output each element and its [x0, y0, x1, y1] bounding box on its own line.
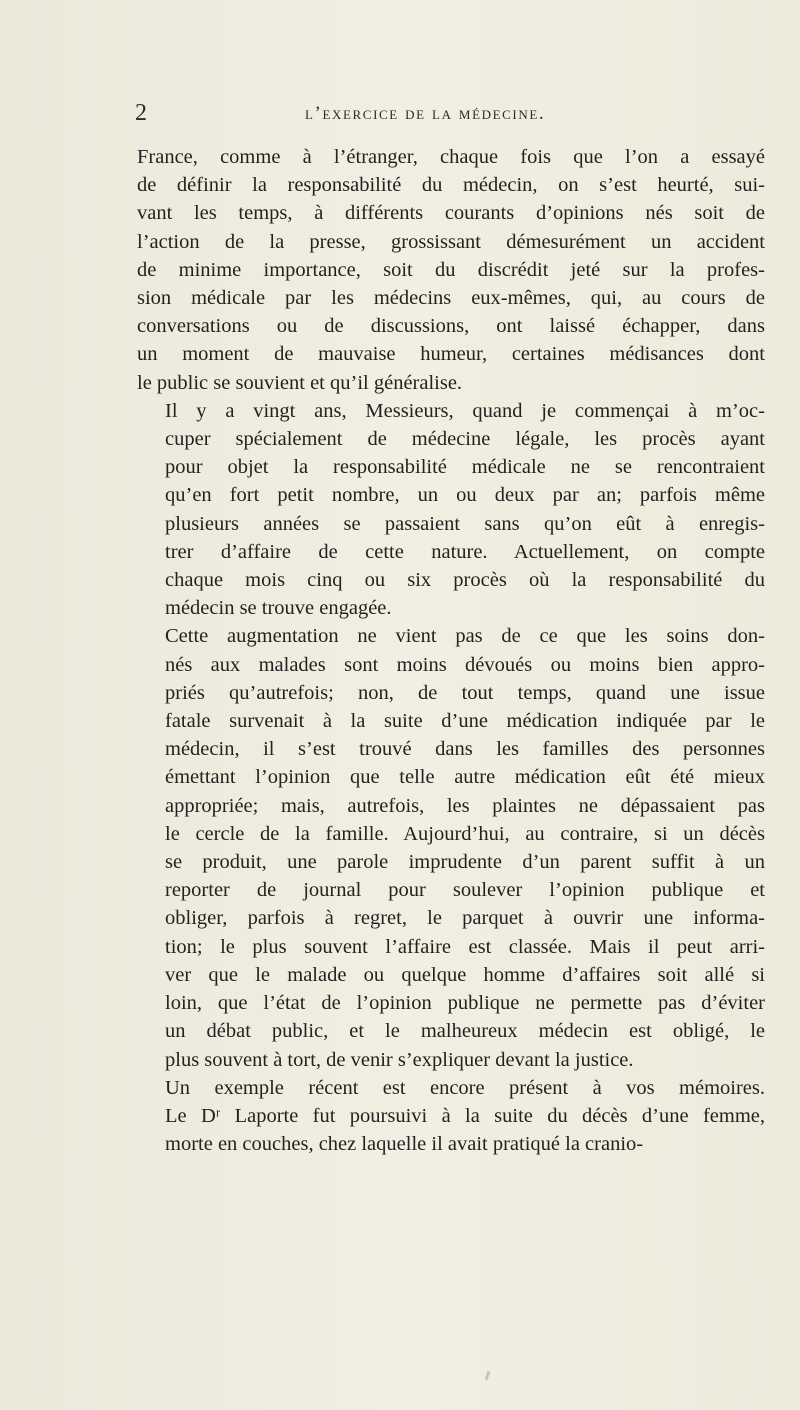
text-line: pour objet la responsabilité médicale ne se rencontraient	[165, 456, 765, 479]
text-line: l’action de la presse, grossissant démesurément un accident	[137, 230, 765, 253]
text-line: qu’en fort petit nombre, un ou deux par an; parfois même	[165, 484, 765, 507]
text-line: cuper spécialement de médecine légale, les procès ayant	[165, 428, 765, 451]
text-line: médecin, il s’est trouvé dans les familles des personnes	[165, 738, 765, 761]
paragraph	[137, 1074, 765, 1159]
paragraph	[137, 143, 765, 397]
paragraph	[137, 622, 765, 1073]
text-line: tion; le plus souvent l’affaire est classée. Mais il peut arri-	[165, 935, 765, 958]
page-number: 2	[135, 100, 147, 126]
text-line: trer d’affaire de cette nature. Actuellement, on compte	[165, 540, 765, 563]
text-line: plus souvent à tort, de venir s’expliquer devant la justice.	[165, 1048, 634, 1071]
text-line: France, comme à l’étranger, chaque fois que l’on a essayé	[137, 146, 765, 168]
text-line: ver que le malade ou quelque homme d’affaires soit allé si	[165, 963, 765, 986]
text-line: se produit, une parole imprudente d’un parent suffit à un	[165, 851, 765, 874]
paragraph	[137, 397, 765, 623]
text-line: nés aux malades sont moins dévoués ou moins bien appro-	[165, 653, 765, 676]
text-line: sion médicale par les médecins eux-mêmes, qui, au cours de	[137, 287, 765, 310]
text-line: fatale survenait à la suite d’une médication indiquée par le	[165, 710, 765, 733]
body-text	[137, 143, 765, 1158]
text-line: Cette augmentation ne vient pas de ce que les soins don-	[165, 625, 765, 648]
text-line: un moment de mauvaise humeur, certaines médisances dont	[137, 343, 765, 366]
text-line: médecin se trouve engagée.	[165, 597, 392, 620]
text-line: Un exemple récent est encore présent à vos mémoires.	[165, 1076, 765, 1099]
running-head	[135, 98, 765, 128]
paper-speck	[485, 1371, 491, 1380]
text-line: plusieurs années se passaient sans qu’on eût à enregis-	[165, 512, 765, 535]
text-line: de définir la responsabilité du médecin, on s’est heurté, sui-	[137, 174, 765, 197]
text-line: morte en couches, chez laquelle il avait pratiqué la cranio-	[165, 1133, 644, 1156]
text-line: chaque mois cinq ou six procès où la responsabilité du	[165, 569, 765, 592]
text-line: obliger, parfois à regret, le parquet à ouvrir une informa-	[165, 907, 765, 930]
text-line: le public se souvient et qu’il généralise.	[137, 371, 463, 394]
text-line: Le Dʳ Laporte fut poursuivi à la suite du décès d’une femme,	[165, 1104, 765, 1127]
text-line: le cercle de la famille. Aujourd’hui, au contraire, si un décès	[165, 822, 765, 845]
text-line: appropriée; mais, autrefois, les plaintes ne dépassaient pas	[165, 794, 765, 817]
text-line: un débat public, et le malheureux médecin est obligé, le	[165, 1020, 765, 1043]
text-line: de minime importance, soit du discrédit jeté sur la profes-	[137, 258, 765, 281]
text-line: reporter de journal pour soulever l’opinion publique et	[165, 879, 765, 902]
text-line: émettant l’opinion que telle autre médication eût été mieux	[165, 766, 765, 789]
text-line: loin, que l’état de l’opinion publique ne permette pas d’éviter	[165, 992, 765, 1015]
text-line: conversations ou de discussions, ont laissé échapper, dans	[137, 315, 765, 338]
text-line: priés qu’autrefois; non, de tout temps, quand une issue	[165, 681, 765, 704]
running-title: l’exercice de la médecine.	[305, 103, 546, 124]
text-line: vant les temps, à différents courants d’opinions nés soit de	[137, 202, 765, 225]
text-line: Il y a vingt ans, Messieurs, quand je commençai à m’oc-	[165, 399, 765, 422]
